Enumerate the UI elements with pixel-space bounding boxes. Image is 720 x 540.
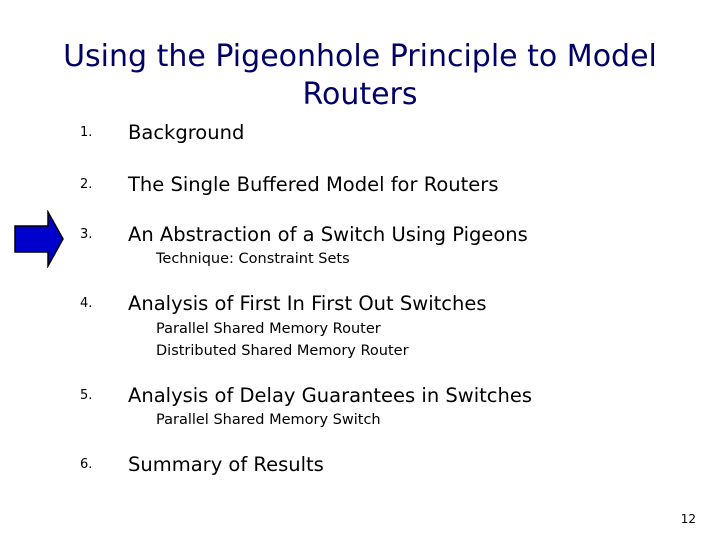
page-number: 12 [680,512,696,526]
sub-item: Technique: Constraint Sets [156,251,350,267]
list-item-number: 2. [80,177,93,192]
list-item: Background [128,121,245,144]
right-arrow-icon [14,210,64,268]
list-item-number: 5. [80,388,93,403]
list-item: An Abstraction of a Switch Using Pigeons [128,223,528,246]
slide-title-line-1: Using the Pigeonhole Principle to Model [63,39,657,74]
slide-title [30,38,690,114]
list-item-number: 6. [80,457,93,472]
slide-title-line-2: Routers [302,77,418,112]
list-item: Analysis of Delay Guarantees in Switches [128,384,532,407]
sub-item: Distributed Shared Memory Router [156,343,409,359]
list-item: The Single Buffered Model for Routers [128,173,499,196]
list-item-number: 4. [80,296,93,311]
list-item: Summary of Results [128,453,324,476]
sub-item: Parallel Shared Memory Router [156,321,381,337]
sub-item: Parallel Shared Memory Switch [156,412,381,428]
list-item-number: 1. [80,125,93,140]
list-item-number: 3. [80,227,93,242]
list-item: Analysis of First In First Out Switches [128,292,487,315]
